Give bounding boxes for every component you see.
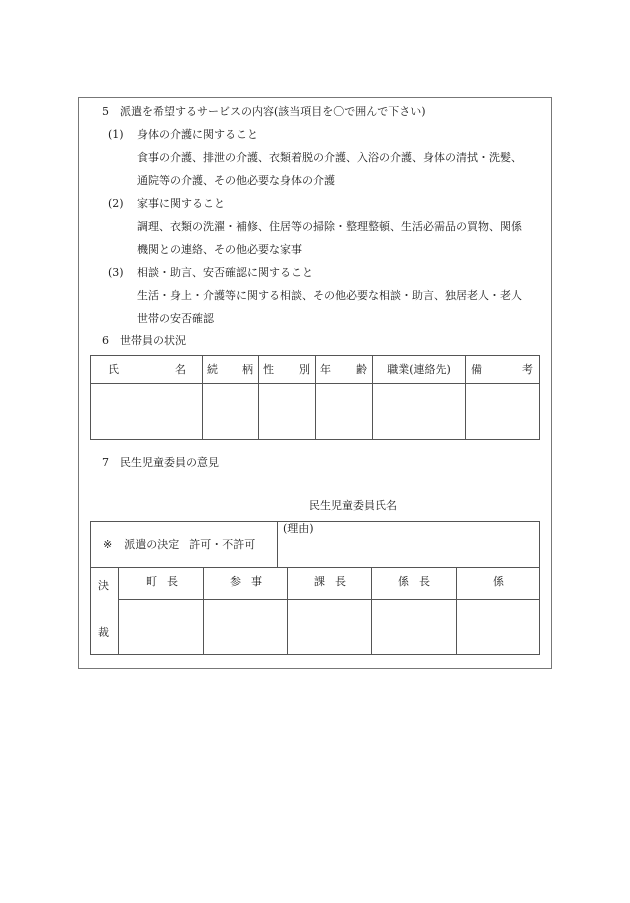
col-header-relation <box>207 363 253 377</box>
col-header-gender-a: 性 <box>263 363 274 376</box>
col-header-gender <box>263 363 310 377</box>
stamp-cell-staff[interactable] <box>457 600 539 655</box>
section7-heading: 7 民生児童委員の意見 <box>102 456 219 469</box>
commissioner-name-label: 民生児童委員氏名 <box>309 499 397 512</box>
col-header-age-a: 年 <box>320 363 331 376</box>
col-header-relation-a: 続 <box>207 363 218 376</box>
cell-relation-input[interactable] <box>203 384 258 440</box>
cell-gender-input[interactable] <box>259 384 315 440</box>
cell-name-input[interactable] <box>91 384 202 440</box>
col-header-relation-b: 柄 <box>242 363 253 376</box>
item2-line2: 機関との連絡、その他必要な家事 <box>137 243 302 256</box>
approver-subsection-chief-a: 係 <box>398 575 409 588</box>
household-table <box>90 355 540 440</box>
col-header-gender-b: 別 <box>299 363 310 376</box>
col-header-age-b: 齢 <box>356 363 367 376</box>
stamp-cell-section-chief[interactable] <box>288 600 371 655</box>
approver-section-chief-a: 課 <box>314 575 325 588</box>
col-header-name-a: 氏 <box>108 363 119 376</box>
stamp-cell-councilor[interactable] <box>204 600 287 655</box>
section5-heading: 5 派遣を希望するサービスの内容(該当項目を〇で囲んで下さい) <box>102 105 426 118</box>
item3-title: 相談・助言、安否確認に関すること <box>137 266 313 279</box>
reason-input[interactable] <box>278 536 540 566</box>
item2-title: 家事に関すること <box>137 197 225 210</box>
item2-number: (2) <box>108 197 124 210</box>
decision-table <box>90 521 540 655</box>
approver-councilor-a: 参 <box>230 575 241 588</box>
approver-mayor-a: 町 <box>146 575 157 588</box>
item2-line1: 調理、衣類の洗濯・補修、住居等の掃除・整理整頓、生活必需品の買物、関係 <box>137 220 522 233</box>
item3-number: (3) <box>108 266 124 279</box>
item3-line1: 生活・身上・介護等に関する相談、その他必要な相談・助言、独居老人・老人 <box>137 289 522 302</box>
item1-line2: 通院等の介護、その他必要な身体の介護 <box>137 174 335 187</box>
item1-title: 身体の介護に関すること <box>137 128 258 141</box>
approver-councilor-b: 事 <box>251 575 262 588</box>
approval-side-label-top: 決 <box>98 579 109 592</box>
approver-header-subsection-chief <box>398 575 430 589</box>
decision-options[interactable]: 許可・不許可 <box>189 538 256 551</box>
approval-side-label-bottom: 裁 <box>98 626 109 639</box>
item1-number: (1) <box>108 128 124 141</box>
cell-age-input[interactable] <box>316 384 372 440</box>
approver-header-councilor <box>230 575 262 589</box>
cell-remarks-input[interactable] <box>466 384 539 440</box>
stamp-cell-mayor[interactable] <box>119 600 203 655</box>
approver-section-chief-b: 長 <box>335 575 346 588</box>
col-header-age <box>320 363 367 377</box>
reference-mark: ※ <box>103 538 113 551</box>
approver-header-mayor <box>146 575 178 589</box>
decision-row-divider <box>91 567 539 568</box>
reason-label: (理由) <box>283 522 314 535</box>
cell-occupation-input[interactable] <box>373 384 465 440</box>
approver-mayor-b: 長 <box>167 575 178 588</box>
item3-line2: 世帯の安否確認 <box>137 312 214 325</box>
col-header-remarks-b: 考 <box>522 363 533 376</box>
stamp-cell-subsection-chief[interactable] <box>372 600 456 655</box>
approver-header-section-chief <box>314 575 346 589</box>
approver-subsection-chief-b: 長 <box>419 575 430 588</box>
col-header-occupation: 職業(連絡先) <box>387 363 451 376</box>
item1-line1: 食事の介護、排泄の介護、衣類着脱の介護、入浴の介護、身体の清拭・洗髪、 <box>137 151 522 164</box>
col-header-name <box>108 363 186 377</box>
col-header-remarks-a: 備 <box>471 363 482 376</box>
decision-text <box>103 538 255 552</box>
col-header-name-b: 名 <box>175 363 186 376</box>
col-header-remarks <box>471 363 533 377</box>
approver-header-staff: 係 <box>493 575 504 588</box>
section6-heading: 6 世帯員の状況 <box>102 334 186 347</box>
decision-label: 派遣の決定 <box>124 538 180 551</box>
